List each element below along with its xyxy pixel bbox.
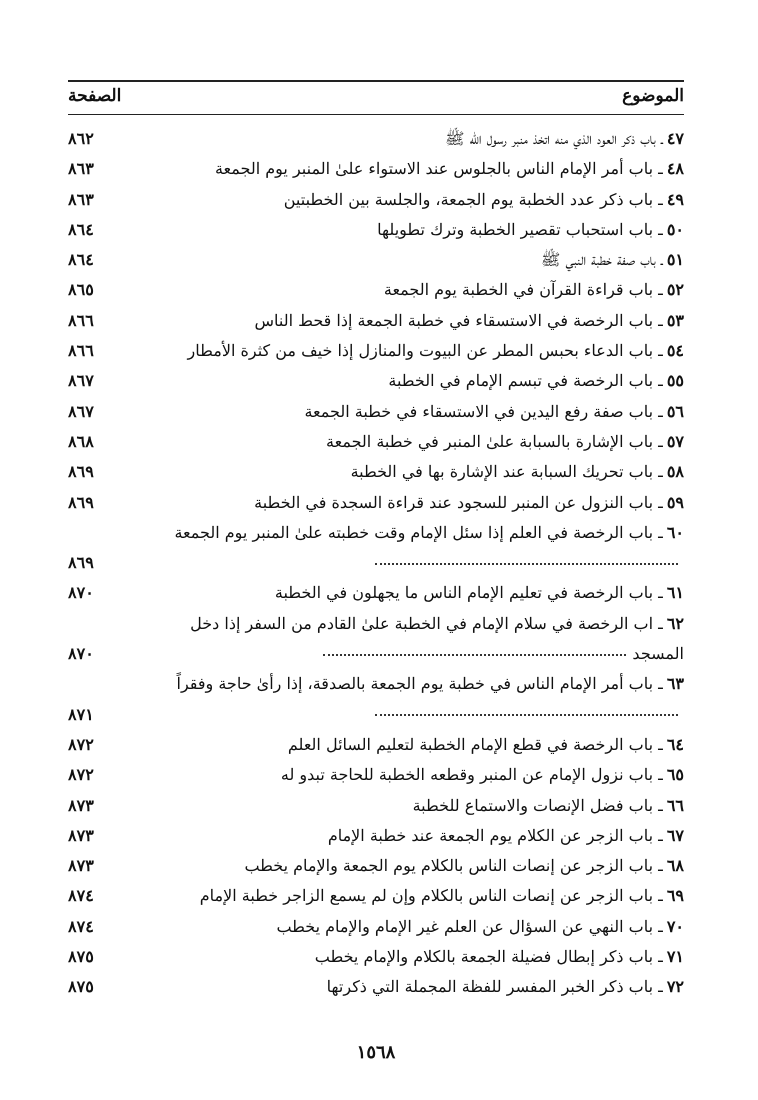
entry-title bbox=[134, 881, 684, 911]
toc-entry bbox=[68, 881, 684, 911]
entry-title bbox=[134, 185, 684, 215]
entry-text: ـ باب صفة رفع اليدين في الاستسقاء في خطبة الجمعة bbox=[304, 401, 663, 421]
entry-number: ٦٩ bbox=[666, 886, 684, 906]
entry-number: ٥٨ bbox=[666, 462, 684, 482]
entry-number: ٥٤ bbox=[666, 341, 684, 361]
entry-title bbox=[134, 730, 684, 760]
toc-entry bbox=[68, 366, 684, 396]
entry-number: ٥٠ bbox=[666, 219, 684, 239]
entry-page: ٨٦٤ bbox=[68, 250, 94, 270]
entry-number: ٦٠ bbox=[666, 522, 684, 542]
entry-title bbox=[134, 851, 684, 881]
toc-entry bbox=[68, 215, 684, 245]
entry-title bbox=[134, 215, 684, 245]
entry-page: ٨٦٧ bbox=[68, 401, 94, 421]
entry-title bbox=[134, 942, 684, 972]
entry-number: ٥١ bbox=[666, 250, 684, 270]
entry-page: ٨٧٥ bbox=[68, 947, 94, 967]
entry-page: ٨٦٧ bbox=[68, 371, 94, 391]
entry-title bbox=[134, 427, 684, 457]
toc-entry bbox=[68, 245, 684, 275]
toc-entry bbox=[68, 851, 684, 881]
entry-title bbox=[134, 791, 684, 821]
header-page: الصفحة bbox=[68, 86, 122, 106]
entry-text: ـ باب الرخصة في تعليم الإمام الناس ما يجهلون في الخطبة bbox=[274, 583, 663, 603]
entry-text: ـ باب فضل الإنصات والاستماع للخطبة bbox=[412, 795, 663, 815]
entry-page: ٨٧٢ bbox=[68, 734, 94, 754]
entry-number: ٦٥ bbox=[666, 765, 684, 785]
toc-entry bbox=[68, 942, 684, 972]
toc-entry bbox=[68, 760, 684, 790]
entry-number: ٧٠ bbox=[666, 916, 684, 936]
entry-page: ٨٧٣ bbox=[68, 856, 94, 876]
entry-number: ٦٣ bbox=[666, 674, 684, 694]
entry-page: ٨٧١ bbox=[68, 704, 94, 724]
entry-number: ٦٦ bbox=[666, 795, 684, 815]
entry-text: ـ باب أمر الإمام الناس بالجلوس عند الاستواء علىٰ المنبر يوم الجمعة bbox=[214, 159, 663, 179]
entry-text: ـ باب ذكر العود الذي منه اتخذ منبر رسول الله ﷺ bbox=[445, 129, 663, 148]
entry-page: ٨٧٠ bbox=[68, 583, 94, 603]
entry-text: ـ باب ذكر الخبر المفسر للفظة المجملة التي ذكرتها bbox=[326, 977, 663, 997]
entry-page: ٨٧٤ bbox=[68, 886, 94, 906]
entry-text: ـ اب الرخصة في سلام الإمام في الخطبة علىٰ القادم من السفر إذا دخل المسجد bbox=[190, 613, 684, 664]
toc-entry bbox=[68, 457, 684, 487]
entry-title bbox=[134, 336, 684, 366]
entry-number: ٤٨ bbox=[666, 159, 684, 179]
toc-entry bbox=[68, 972, 684, 1002]
entry-title bbox=[134, 306, 684, 336]
entry-title bbox=[134, 912, 684, 942]
entry-number: ٦٤ bbox=[666, 734, 684, 754]
toc-page bbox=[68, 70, 684, 1070]
page-number: ١٥٦٨ bbox=[356, 1042, 396, 1063]
entry-page: ٨٧٥ bbox=[68, 977, 94, 997]
entry-number: ٥٩ bbox=[666, 492, 684, 512]
entry-title bbox=[134, 578, 684, 608]
toc-entry bbox=[68, 275, 684, 305]
entry-number: ٧٢ bbox=[666, 977, 684, 997]
entry-text: ـ باب الزجر عن إنصات الناس بالكلام يوم الجمعة والإمام يخطب bbox=[244, 856, 663, 876]
entry-page: ٨٧٣ bbox=[68, 795, 94, 815]
entry-page: ٨٦٢ bbox=[68, 129, 94, 148]
toc-entry bbox=[68, 185, 684, 215]
entry-text: ـ باب قراءة القرآن في الخطبة يوم الجمعة bbox=[383, 280, 663, 300]
entry-text: ـ باب النزول عن المنبر للسجود عند قراءة السجدة في الخطبة bbox=[254, 492, 663, 512]
entry-title bbox=[134, 972, 684, 1002]
entry-page: ٨٦٦ bbox=[68, 341, 94, 361]
entry-page: ٨٧٠ bbox=[68, 644, 94, 664]
entry-text: ـ باب الدعاء بحبس المطر عن البيوت والمنازل إذا خيف من كثرة الأمطار bbox=[187, 341, 663, 361]
entry-title bbox=[134, 760, 684, 790]
entry-number: ٧١ bbox=[666, 947, 684, 967]
entry-text: ـ باب صفة خطبة النبي ﷺ bbox=[541, 250, 663, 270]
entry-number: ٦٧ bbox=[666, 825, 684, 845]
leader-dots bbox=[323, 654, 626, 656]
entry-text: ـ باب الزجر عن إنصات الناس بالكلام وإن لم يسمع الزاجر خطبة الإمام bbox=[199, 886, 663, 906]
entry-text: ـ باب النهي عن السؤال عن العلم غير الإمام والإمام يخطب bbox=[276, 916, 663, 936]
entry-title bbox=[134, 457, 684, 487]
leader-dots bbox=[375, 714, 678, 716]
toc-entries bbox=[68, 124, 684, 1003]
entry-text: ـ باب الإشارة بالسبابة علىٰ المنبر في خطبة الجمعة bbox=[326, 431, 663, 451]
toc-entry bbox=[68, 397, 684, 427]
entry-number: ٥٣ bbox=[666, 310, 684, 330]
toc-entry bbox=[68, 427, 684, 457]
toc-entry bbox=[68, 821, 684, 851]
entry-text: ـ باب نزول الإمام عن المنبر وقطعه الخطبة للحاجة تبدو له bbox=[280, 765, 663, 785]
entry-page: ٨٦٨ bbox=[68, 431, 94, 451]
entry-text: ـ باب استحباب تقصير الخطبة وترك تطويلها bbox=[377, 219, 663, 239]
entry-text: ـ باب ذكر إبطال فضيلة الجمعة بالكلام والإمام يخطب bbox=[314, 947, 663, 967]
entry-text: ـ باب أمر الإمام الناس في خطبة يوم الجمعة بالصدقة، إذا رأىٰ حاجة وفقراً bbox=[176, 674, 663, 694]
entry-page: ٨٦٥ bbox=[68, 280, 94, 300]
toc-entry bbox=[68, 912, 684, 942]
entry-title bbox=[134, 397, 684, 427]
entry-text: ـ باب الرخصة في قطع الإمام الخطبة لتعليم السائل العلم bbox=[287, 734, 663, 754]
entry-title bbox=[134, 821, 684, 851]
leader-dots bbox=[375, 563, 678, 565]
entry-title bbox=[134, 245, 684, 275]
entry-text: ـ باب الرخصة في تبسم الإمام في الخطبة bbox=[388, 371, 663, 391]
toc-entry bbox=[68, 518, 684, 579]
entry-title bbox=[134, 488, 684, 518]
entry-page: ٨٧٤ bbox=[68, 916, 94, 936]
toc-entry bbox=[68, 336, 684, 366]
entry-title bbox=[134, 275, 684, 305]
toc-entry bbox=[68, 609, 684, 670]
entry-number: ٦٢ bbox=[666, 613, 684, 633]
entry-title bbox=[134, 124, 684, 154]
entry-number: ٥٦ bbox=[666, 401, 684, 421]
entry-number: ٥٢ bbox=[666, 280, 684, 300]
entry-title bbox=[134, 154, 684, 184]
entry-title bbox=[134, 669, 684, 730]
toc-header bbox=[68, 86, 684, 112]
entry-number: ٦٨ bbox=[666, 856, 684, 876]
entry-title bbox=[134, 609, 684, 670]
header-rule bbox=[68, 114, 684, 115]
entry-page: ٨٦٩ bbox=[68, 492, 94, 512]
entry-text: ـ باب ذكر عدد الخطبة يوم الجمعة، والجلسة بين الخطبتين bbox=[283, 189, 663, 209]
top-rule bbox=[68, 80, 684, 82]
entry-number: ٤٩ bbox=[666, 189, 684, 209]
toc-entry bbox=[68, 306, 684, 336]
entry-number: ٦١ bbox=[666, 583, 684, 603]
header-topic: الموضوع bbox=[622, 86, 684, 106]
entry-number: ٥٧ bbox=[666, 431, 684, 451]
toc-entry bbox=[68, 730, 684, 760]
entry-text: ـ باب الزجر عن الكلام يوم الجمعة عند خطبة الإمام bbox=[327, 825, 663, 845]
entry-title bbox=[134, 366, 684, 396]
entry-title bbox=[134, 518, 684, 579]
toc-entry bbox=[68, 578, 684, 608]
entry-page: ٨٦٩ bbox=[68, 553, 94, 573]
entry-number: ٥٥ bbox=[666, 371, 684, 391]
entry-text: ـ باب تحريك السبابة عند الإشارة بها في الخطبة bbox=[350, 462, 663, 482]
toc-entry bbox=[68, 669, 684, 730]
entry-page: ٨٧٣ bbox=[68, 825, 94, 845]
entry-text: ـ باب الرخصة في الاستسقاء في خطبة الجمعة إذا قحط الناس bbox=[254, 310, 663, 330]
entry-number: ٤٧ bbox=[666, 129, 684, 148]
entry-page: ٨٦٣ bbox=[68, 189, 94, 209]
entry-text: ـ باب الرخصة في العلم إذا سئل الإمام وقت خطبته علىٰ المنبر يوم الجمعة bbox=[174, 522, 663, 542]
toc-entry bbox=[68, 488, 684, 518]
toc-entry bbox=[68, 124, 684, 154]
toc-entry bbox=[68, 154, 684, 184]
entry-page: ٨٦٦ bbox=[68, 310, 94, 330]
toc-entry bbox=[68, 791, 684, 821]
entry-page: ٨٦٩ bbox=[68, 462, 94, 482]
entry-page: ٨٦٣ bbox=[68, 159, 94, 179]
entry-page: ٨٧٢ bbox=[68, 765, 94, 785]
entry-page: ٨٦٤ bbox=[68, 219, 94, 239]
